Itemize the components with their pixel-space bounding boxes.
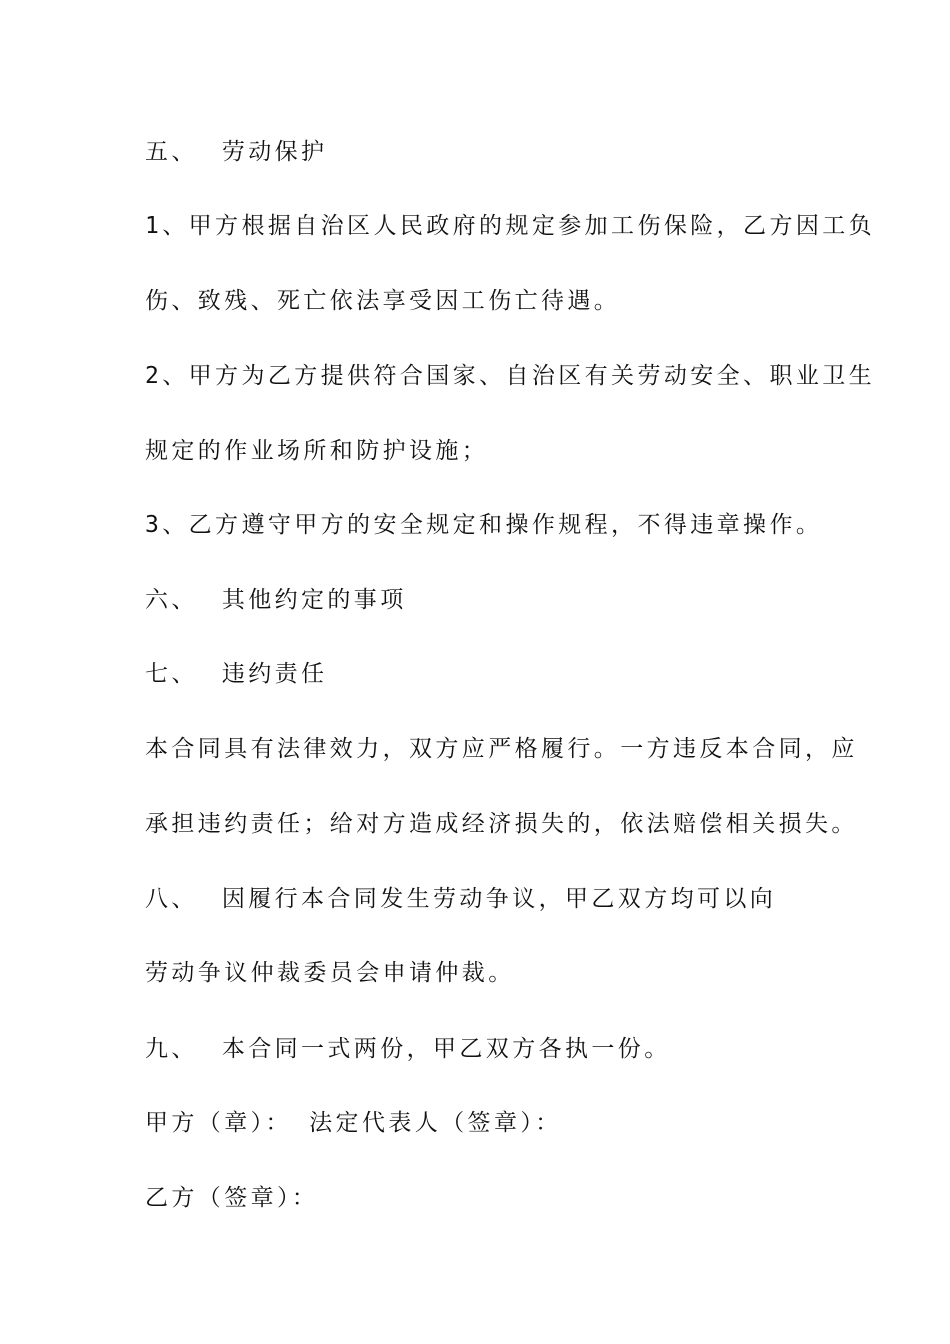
- section-title: 因履行本合同发生劳动争议，甲乙双方均可以向: [221, 886, 777, 912]
- paragraph-line: 劳动争议仲裁委员会申请仲裁。: [145, 960, 515, 986]
- section-title: 其他约定的事项: [221, 587, 407, 613]
- section-heading-other-matters: [145, 585, 407, 615]
- paragraph-line: 3、乙方遵守甲方的安全规定和操作规程，不得违章操作。: [145, 512, 823, 538]
- section-title: 违约责任: [221, 661, 328, 687]
- paragraph-line: 承担违约责任；给对方造成经济损失的，依法赔偿相关损失。: [145, 811, 858, 837]
- paragraph-line: 规定的作业场所和防护设施；: [145, 438, 489, 464]
- section-title: 本合同一式两份，甲乙双方各执一份。: [221, 1036, 671, 1062]
- paragraph-line: 2、甲方为乙方提供符合国家、自治区有关劳动安全、职业卫生: [145, 363, 876, 389]
- section-title: 劳动保护: [221, 139, 328, 165]
- section-number: 五、: [145, 139, 198, 165]
- section-heading-dispute: [145, 884, 776, 914]
- section-number: 九、: [145, 1036, 198, 1062]
- signature-line-party-a: 甲方（章）： 法定代表人（签章）：: [145, 1110, 562, 1136]
- paragraph-line: 1、甲方根据自治区人民政府的规定参加工伤保险，乙方因工负: [145, 213, 876, 239]
- section-heading-copies: [145, 1034, 671, 1064]
- section-number: 七、: [145, 661, 198, 687]
- paragraph-line: 本合同具有法律效力，双方应严格履行。一方违反本合同，应: [145, 736, 858, 762]
- section-number: 八、: [145, 886, 198, 912]
- signature-line-party-b: 乙方（签章）：: [145, 1185, 319, 1211]
- section-heading-labor-protection: [145, 137, 327, 167]
- section-number: 六、: [145, 587, 198, 613]
- section-heading-liability: [145, 659, 327, 689]
- paragraph-line: 伤、致残、死亡依法享受因工伤亡待遇。: [145, 288, 621, 314]
